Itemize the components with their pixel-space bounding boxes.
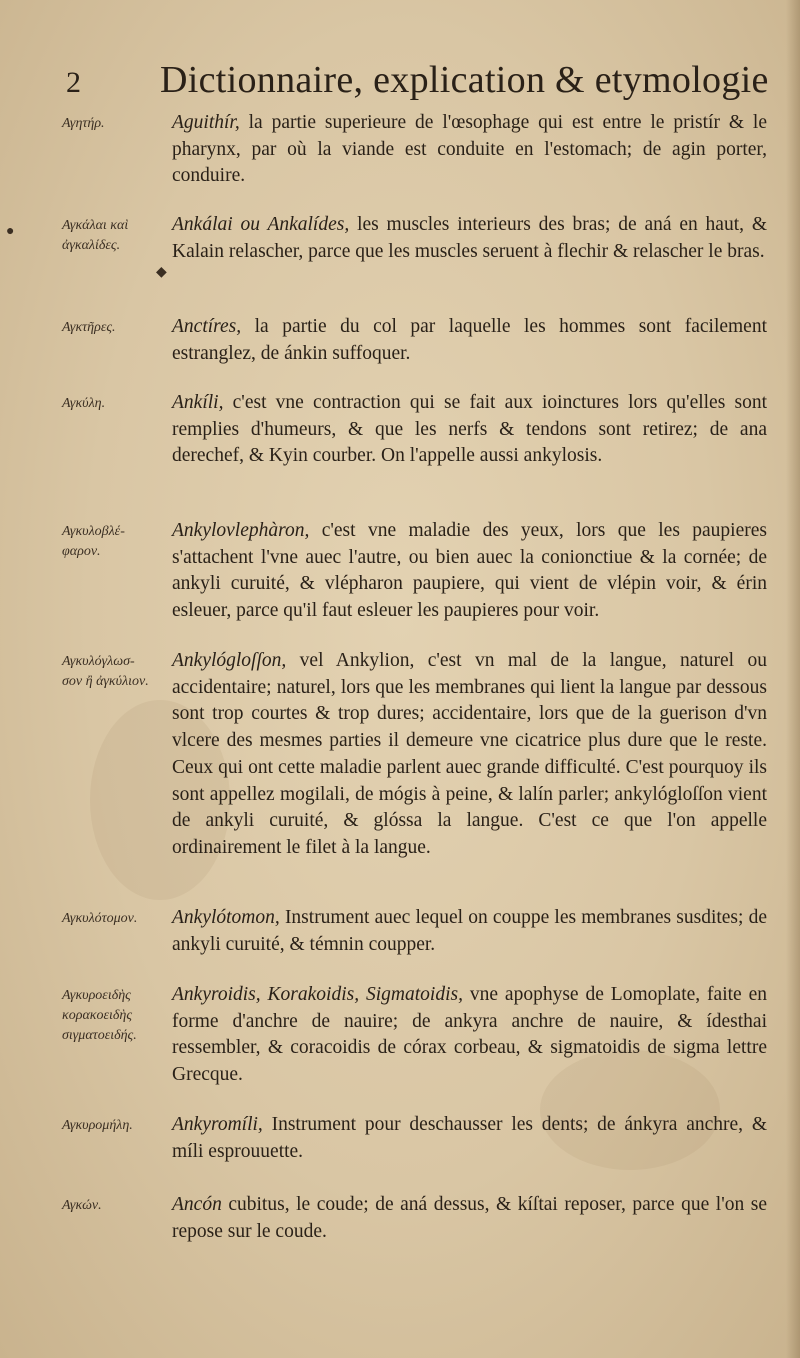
page-edge-shadow xyxy=(786,0,800,1358)
entry-text xyxy=(172,982,767,1089)
entry-definition: cubitus, le coude; de aná dessus, & kíſtai reposer, parce que l'on se repose sur le coude. xyxy=(172,1194,767,1242)
entry-definition: la partie du col par laquelle les hommes sont facilement estranglez, de ánkin suffoquer. xyxy=(172,316,768,364)
entry-headword: Aguithír, xyxy=(172,112,240,133)
entry-headword: Ankyromíli, xyxy=(172,1114,263,1135)
margin-dot: ● xyxy=(6,224,15,239)
entry-text xyxy=(172,1192,767,1245)
entry-headword: Ankálai ou Ankalídes, xyxy=(172,214,350,235)
entry-headword: Ankylovlephàron, xyxy=(172,520,310,541)
greek-term: Αγκυρομήλη. xyxy=(62,1118,133,1133)
running-head: Dictionnaire, explication & etymologie xyxy=(160,59,769,101)
entry-headword: Ankíli, xyxy=(172,392,224,413)
entry-text xyxy=(172,905,767,958)
entry-definition: Instrument pour deschausser les dents; de ánkyra anchre, & míli esprouuette. xyxy=(172,1114,767,1162)
entry-text xyxy=(172,110,767,190)
greek-term: Αγκτῆρες. xyxy=(62,320,116,335)
greek-term: Αγητήρ. xyxy=(62,116,105,131)
entry-definition: vel Ankylion, c'est vn mal de la langue, naturel ou accidentaire; naturel, lors que les membranes qui lient la langue par dessous sont trop courtes & trop dures; accidentaire, lors que de la guerison d'vn vlcere des mesmes parties il demeure vne cicatrice plus dure que le reste. Ceux qui ont cette maladie parlent auec grande difficulté. C'est pourquoy ils sont appellez mogilali, de mógis à peine, & lalín parler; ankylógloſſon vient de ankyli curuité, & glóssa la langue. C'est ce que l'on appelle ordinairement le filet à la langue. xyxy=(172,650,767,858)
entry-definition: c'est vne contraction qui se fait aux ioinctures lors qu'elles sont remplies d'humeurs, & que les nerfs & tendons sont retirez; de ana derechef, & Kyin courber. On l'appelle aussi ankylosis. xyxy=(172,392,767,467)
entry-text xyxy=(172,1112,767,1165)
entry-headword: Anctíres, xyxy=(172,316,242,337)
entry-text xyxy=(172,212,767,265)
entry-headword: Ankyroidis, Korakoidis, Sigmatoidis, xyxy=(172,984,463,1005)
greek-term: Αγκών. xyxy=(62,1198,102,1213)
entry-text xyxy=(172,314,767,367)
greek-term: Αγκυροειδὴς κορακοειδὴς σιγματοειδής. xyxy=(62,988,137,1043)
page-number: 2 xyxy=(66,66,81,99)
entry-definition: Instrument auec lequel on couppe les membranes susdites; de ankyli curuité, & témnin coupper. xyxy=(172,907,768,955)
entry-definition: vne apophyse de Lomoplate, faite en forme d'anchre de nauire; de ankyra anchre de nauire, & ídesthai ressembler, & coracoidis de córax corbeau, & sigmatoidis de sigma lettre Grecque. xyxy=(172,984,767,1086)
greek-term: Αγκυλοβλέ- φαρον. xyxy=(62,524,125,559)
entry-text xyxy=(172,390,767,470)
entry-definition: les muscles interieurs des bras; de aná en haut, & Kalain relascher, parce que les muscles seruent à flechir & relascher le bras. xyxy=(172,214,767,262)
entry-definition: c'est vne maladie des yeux, lors que les paupieres s'attachent l'vne auec l'autre, ou bien auec la conionctiue & la cornée; de ankyli curuité, & vlépharon paupiere, qui vient de vlépin voir, & érin esleuer, parce qu'il faut esleuer les paupieres pour voir. xyxy=(172,520,767,622)
greek-term: Αγκυλόγλωσ- σον ἢ ἀγκύλιον. xyxy=(62,654,149,689)
greek-term: Αγκυλότομον. xyxy=(62,911,138,926)
entry-text xyxy=(172,648,767,862)
entry-text xyxy=(172,518,767,625)
entry-headword: Ankylótomon, xyxy=(172,907,280,928)
greek-term: Αγκάλαι καὶ ἀγκαλίδες. xyxy=(62,218,129,253)
greek-term: Αγκύλη. xyxy=(62,396,106,411)
margin-dot: ◆ xyxy=(156,265,167,280)
entry-headword: Ankylógloſſon, xyxy=(172,650,287,671)
entry-definition: la partie superieure de l'œsophage qui est entre le pristír & le pharynx, par où la viande est conduite en l'estomach; de agin porter, conduire. xyxy=(172,112,767,187)
entry-headword: Ancón xyxy=(172,1194,222,1215)
